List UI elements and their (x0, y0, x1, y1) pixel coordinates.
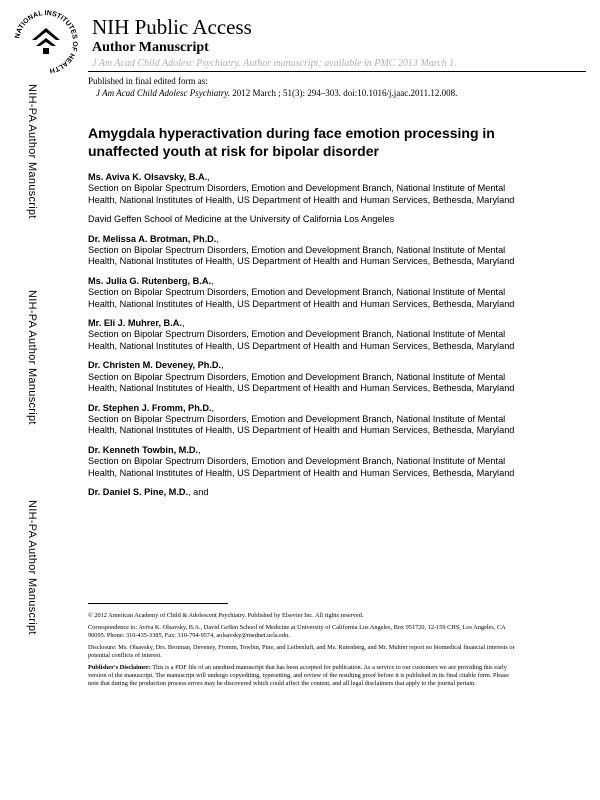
author-separator: , (181, 318, 185, 329)
footnote-divider (88, 603, 228, 604)
publisher-disclaimer (88, 664, 516, 688)
author-name: Ms. Julia G. Rutenberg, B.A. (88, 275, 212, 286)
author-separator: , (211, 402, 215, 413)
author-entry (88, 360, 528, 394)
author-name: Dr. Stephen J. Fromm, Ph.D. (88, 402, 212, 413)
author-entry (88, 172, 528, 226)
author-separator: , (198, 444, 201, 455)
page-title: NIH Public Access (92, 15, 252, 39)
author-entry (88, 318, 528, 352)
author-entry (88, 276, 528, 310)
author-affiliation: Section on Bipolar Spectrum Disorders, Emotion and Development Branch, National Institute of Mental Health, National Institutes of Health, US Department of Health and Human Services, Bethesda, Maryland (88, 456, 515, 478)
header-divider (88, 71, 586, 72)
citation (96, 88, 457, 98)
author-affiliation: Section on Bipolar Spectrum Disorders, Emotion and Development Branch, National Institute of Mental Health, National Institutes of Health, US Department of Health and Human Services, Bethesda, Maryland (88, 329, 515, 351)
author-name: Dr. Kenneth Towbin, M.D. (88, 444, 199, 455)
copyright-notice: © 2012 American Academy of Child & Adolescent Psychiatry. Published by Elsevier Inc. All rights reserved. (88, 612, 364, 619)
author-name: Ms. Aviva K. Olsavsky, B.A. (88, 172, 208, 182)
author-entry (88, 234, 528, 268)
footnotes (88, 612, 516, 692)
disclosure-note: Disclosure: Ms. Olsavsky, Drs. Brotman, Deveney, Fromm, Towbin, Pine, and Leibenluft, and Ms. Rutenberg, and Mr. Muhrer report no biomedical financial interests or potential conflicts of interest. (88, 644, 515, 659)
author-entry (88, 487, 528, 498)
author-affiliation: Section on Bipolar Spectrum Disorders, Emotion and Development Branch, National Institute of Mental Health, National Institutes of Health, US Department of Health and Human Services, Bethesda, Maryland (88, 245, 515, 267)
author-affiliation: Section on Bipolar Spectrum Disorders, Emotion and Development Branch, National Institute of Mental Health, National Institutes of Health, US Department of Health and Human Services, Bethesda, Maryland (88, 413, 515, 436)
author-entry (88, 403, 528, 437)
author-extra-affiliation: David Geffen School of Medicine at the University of California Los Angeles (88, 214, 395, 225)
author-list (88, 172, 528, 506)
article-title: Amygdala hyperactivation during face emotion processing in unaffected youth at risk for bipolar disorder (88, 125, 495, 159)
nih-logo (8, 4, 84, 76)
author-separator: , (207, 172, 210, 182)
published-label: Published in final edited form as: (88, 76, 208, 86)
side-label-nih-pa: NIH-PA Author Manuscript (26, 290, 38, 425)
side-label-nih-pa: NIH-PA Author Manuscript (26, 84, 38, 219)
side-label-nih-pa: NIH-PA Author Manuscript (26, 500, 38, 635)
author-name: Dr. Melissa A. Brotman, Ph.D. (88, 233, 217, 244)
author-separator: , (216, 233, 219, 244)
author-entry (88, 445, 528, 479)
author-separator: , and (188, 486, 209, 497)
citation-journal: J Am Acad Child Adolesc Psychiatry. (96, 88, 230, 98)
disclaimer-label: Publisher's Disclaimer: (88, 664, 151, 671)
author-name: Mr. Eli J. Muhrer, B.A. (88, 318, 182, 329)
eagle-emblem (32, 28, 60, 54)
author-name: Dr. Daniel S. Pine, M.D. (88, 486, 189, 497)
author-name: Dr. Christen M. Deveney, Ph.D. (88, 360, 222, 371)
author-affiliation: Section on Bipolar Spectrum Disorders, Emotion and Development Branch, National Institute of Mental Health, National Institutes of Health, US Department of Health and Human Services, Bethesda, Maryland (88, 287, 515, 309)
disclaimer-text: This is a PDF file of an unedited manuscript that has been accepted for publication. As a service to our customers we are providing this early version of the manuscript. The manuscript will undergo copyediting, typesetting, and review of the resulting proof before it is published in its final citable form. Please note that during the production process errors may be discovered which could affect the content, and all legal disclaimers that apply to the journal pertain. (88, 664, 510, 687)
author-separator: , (221, 360, 224, 371)
author-affiliation: Section on Bipolar Spectrum Disorders, Emotion and Development Branch, National Institute of Mental Health, National Institutes of Health, US Department of Health and Human Services, Bethesda, Maryland (88, 183, 515, 205)
journal-availability-line: J Am Acad Child Adolesc Psychiatry. Author manuscript; available in PMC 2013 March 1. (92, 58, 457, 69)
author-separator: , (211, 275, 214, 286)
author-affiliation: Section on Bipolar Spectrum Disorders, Emotion and Development Branch, National Institute of Mental Health, National Institutes of Health, US Department of Health and Human Services, Bethesda, Maryland (88, 371, 515, 394)
author-manuscript-label: Author Manuscript (92, 40, 209, 55)
citation-details: 2012 March ; 51(3): 294–303. doi:10.1016/j.jaac.2011.12.008. (229, 88, 458, 98)
correspondence-note: Correspondence to: Aviva K. Olsavsky, B.A., David Geffen School of Medicine at University of California Los Angeles, Box 951720, 12-159 CHS, Los Angeles, CA 90095. Phone: 310-435-3385, Fax: 310-794-9574, aolsavsky@mednet.ucla.edu. (88, 624, 506, 639)
logo-ring-text: NATIONAL INSTITUTES OF HEALTH (14, 9, 79, 74)
